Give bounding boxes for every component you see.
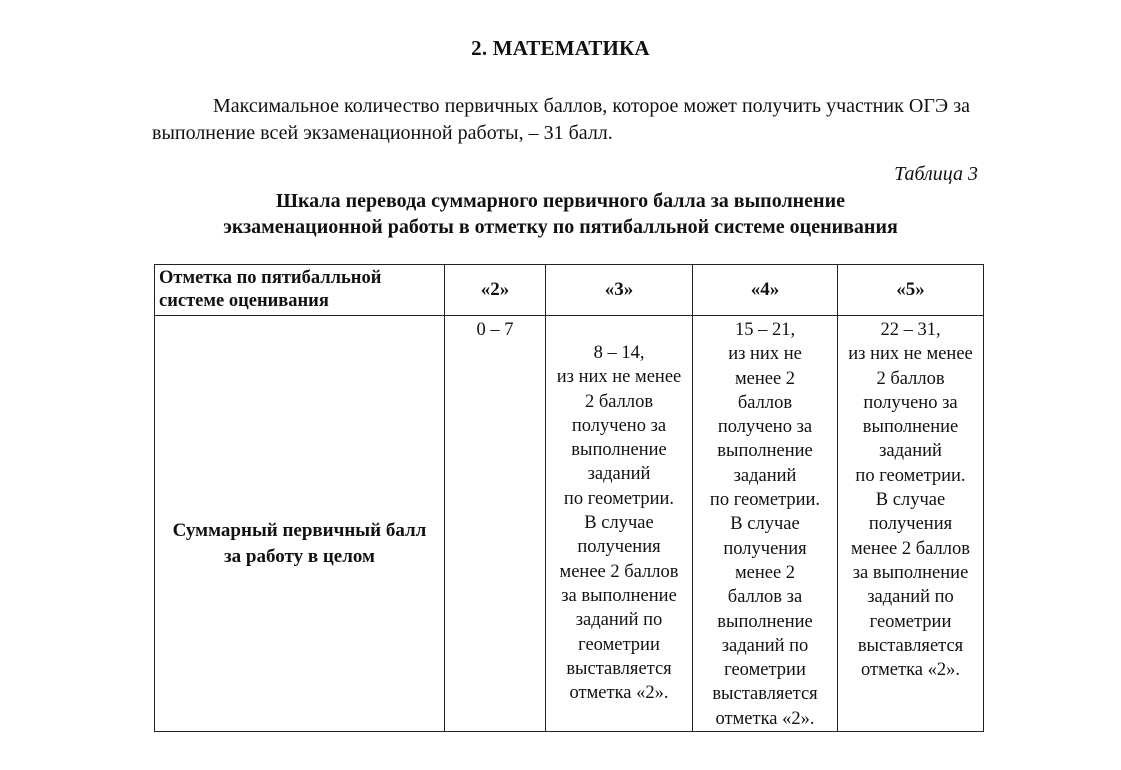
section-title: 2. МАТЕМАТИКА: [471, 36, 650, 60]
table-caption: Таблица 3: [894, 163, 978, 185]
header-label-cell: Отметка по пятибалльной системе оценивания: [155, 265, 445, 316]
score-cell-grade-5: 22 – 31, из них не менее 2 баллов получено за выполнение заданий по геометрии. В случае получения менее 2 баллов за выполнение заданий по геометрии выставляется отметка «2».: [838, 316, 984, 732]
grade-header-2: «2»: [445, 265, 546, 316]
grade-header-4: «4»: [693, 265, 838, 316]
table-title-line-2: экзаменационной работы в отметку по пятибалльной системе оценивания: [223, 216, 898, 238]
table-data-row: [155, 316, 984, 732]
table-header-row: [155, 265, 984, 316]
intro-paragraph: [152, 93, 970, 147]
score-cell-grade-4: 15 – 21, из них не менее 2 баллов получено за выполнение заданий по геометрии. В случае получения менее 2 баллов за выполнение заданий по геометрии выставляется отметка «2».: [693, 316, 838, 732]
score-cell-grade-3: 8 – 14, из них не менее 2 баллов получено за выполнение заданий по геометрии. В случае получения менее 2 баллов за выполнение заданий по геометрии выставляется отметка «2».: [546, 316, 693, 732]
score-cell-grade-2: 0 – 7: [445, 316, 546, 732]
table-title: [0, 188, 1121, 240]
table-title-line-1: Шкала перевода суммарного первичного балла за выполнение: [276, 190, 845, 212]
intro-text: Максимальное количество первичных баллов, которое может получить участник ОГЭ за выполнение всей экзаменационной работы, – 31 балл.: [152, 95, 970, 144]
grade-header-5: «5»: [838, 265, 984, 316]
row-label-cell: Суммарный первичный балл за работу в целом: [155, 316, 445, 732]
grade-header-3: «3»: [546, 265, 693, 316]
grade-conversion-table: [154, 264, 984, 732]
